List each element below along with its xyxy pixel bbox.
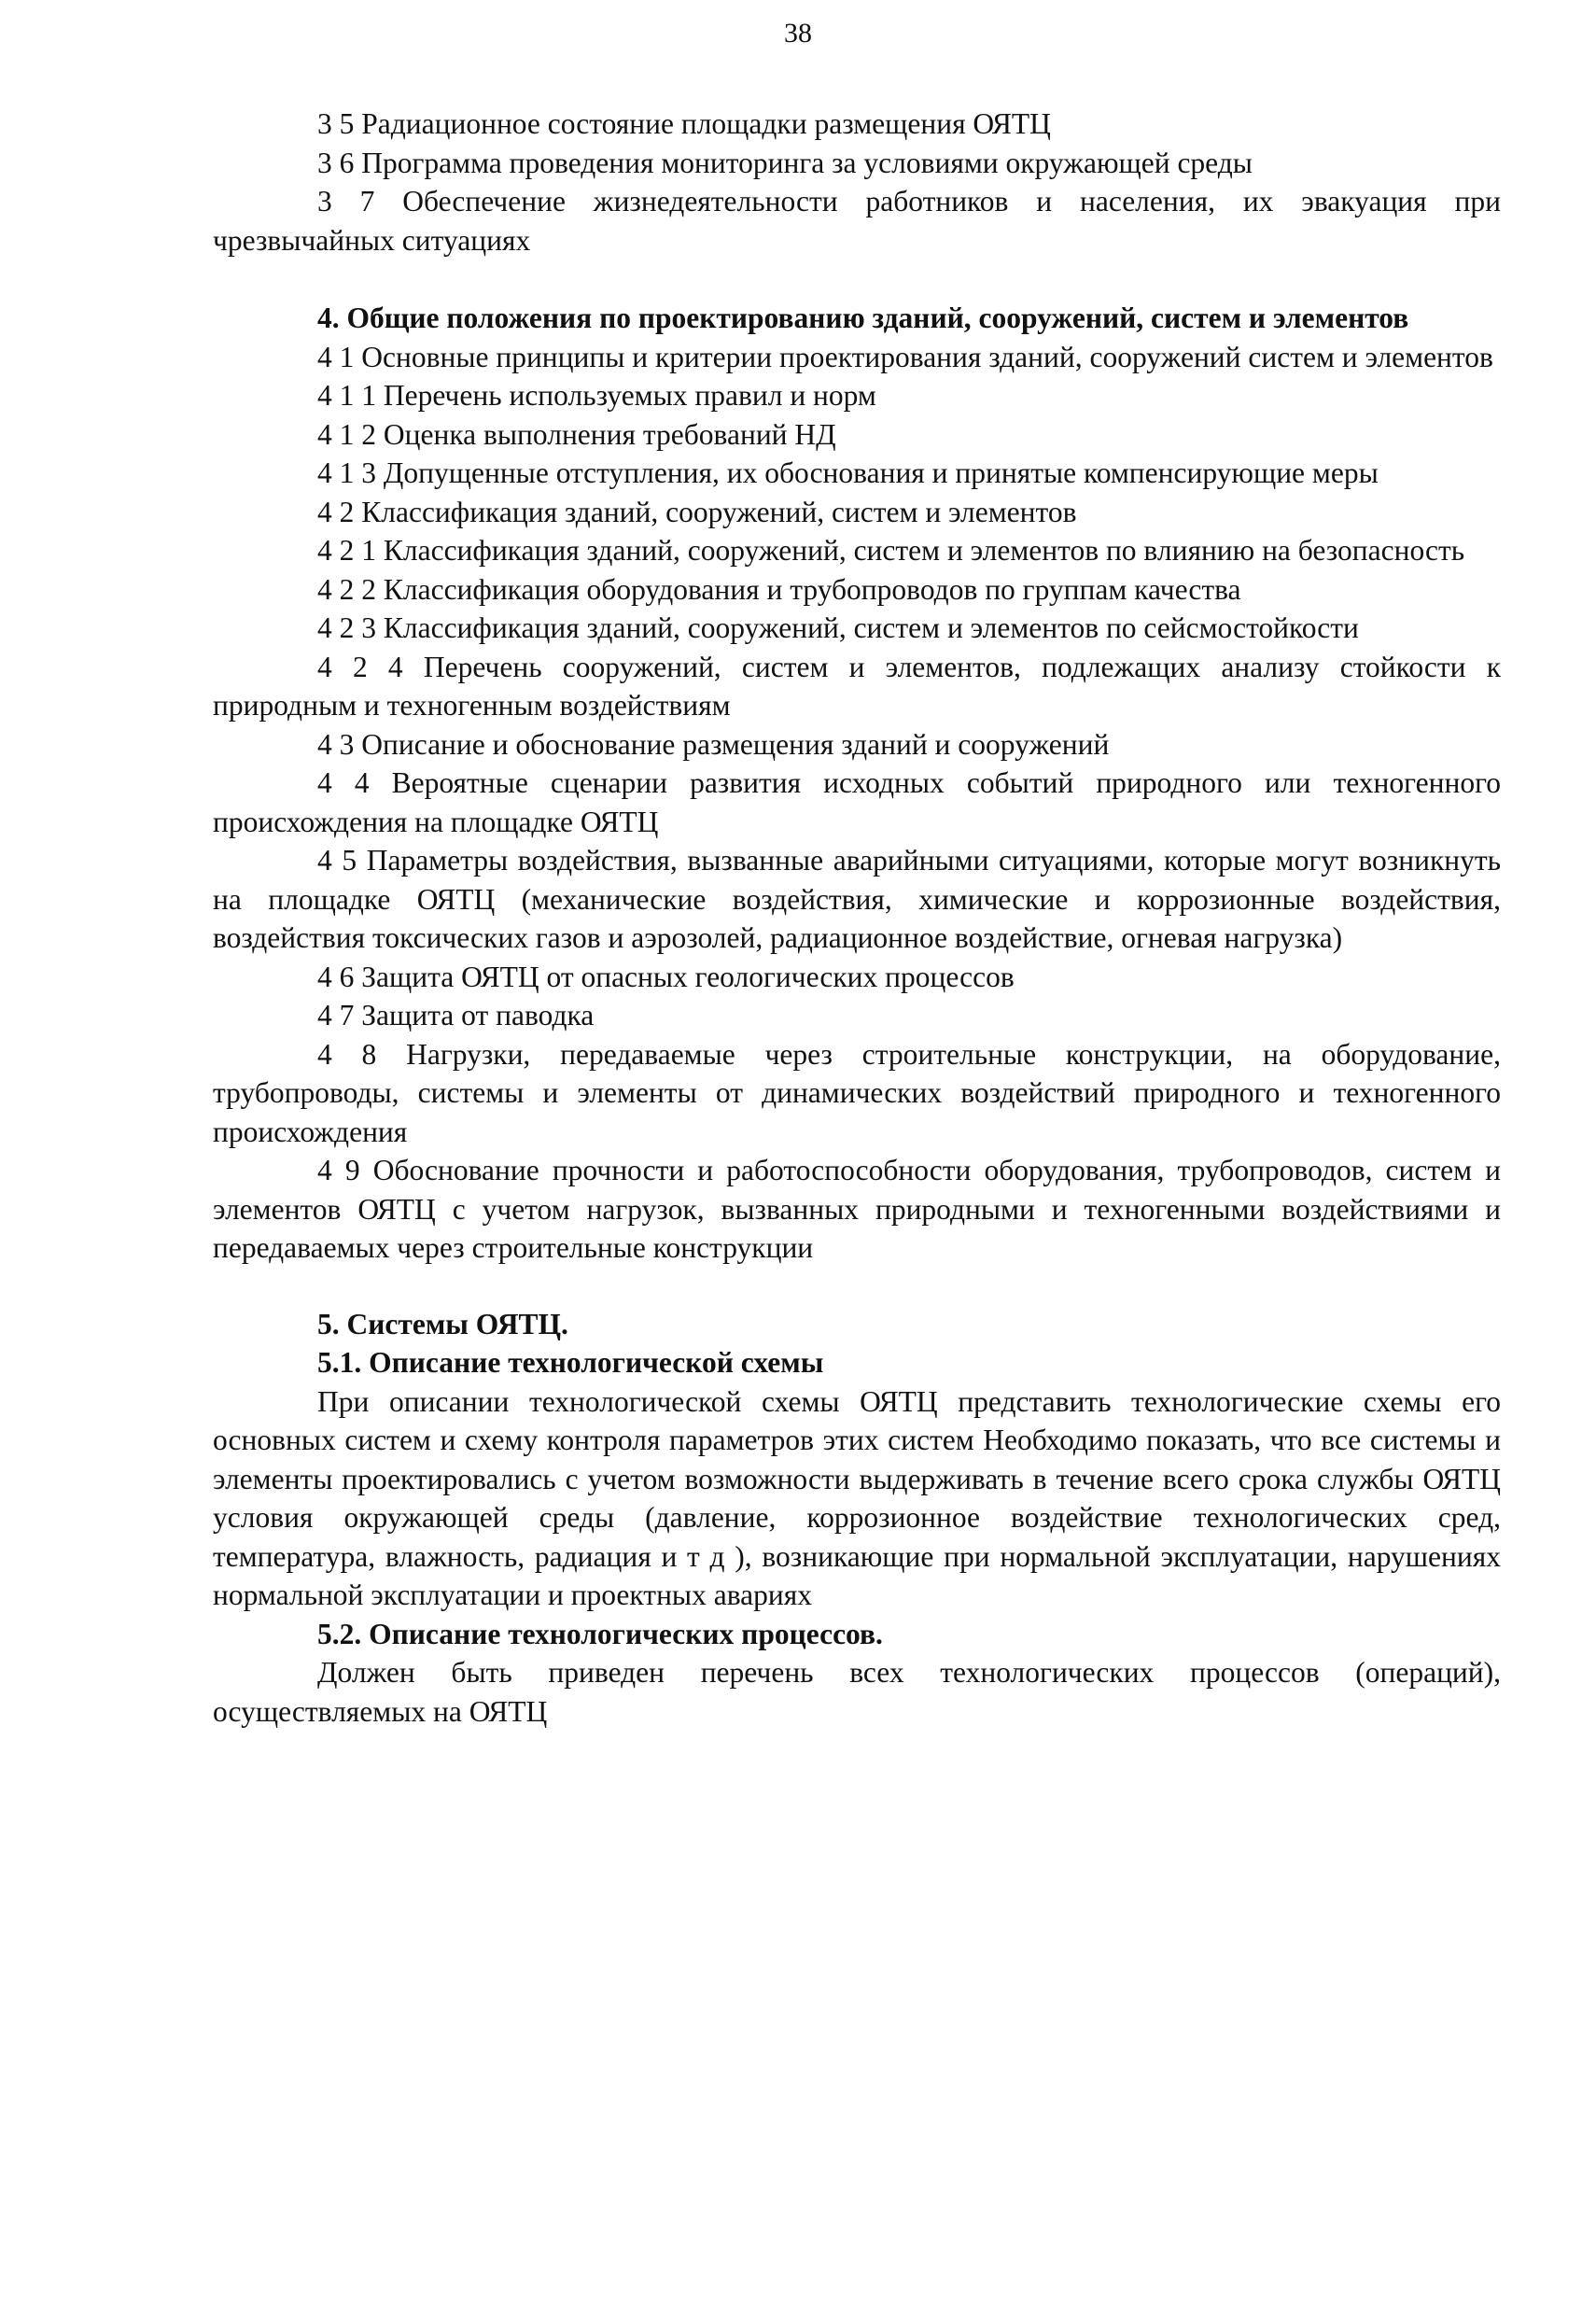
item-4-9: 4 9 Обоснование прочности и работоспособности оборудования, трубопроводов, систем и элементов ОЯТЦ с учетом нагрузок, вызванных природными и техногенными воздействиями и передаваемых через строительные конструкции: [213, 1154, 1501, 1264]
item-4-6: 4 6 Защита ОЯТЦ от опасных геологических процессов: [317, 960, 1015, 993]
item-4-1-3: 4 1 3 Допущенные отступления, их обоснования и принятые компенсирующие меры: [317, 456, 1379, 489]
section-4-heading: 4. Общие положения по проектированию зданий, сооружений, систем и элементов: [317, 302, 1409, 334]
item-4-4: 4 4 Вероятные сценарии развития исходных событий природного или техногенного происхождения на площадке ОЯТЦ: [213, 766, 1501, 838]
spacer: [213, 260, 1501, 299]
item-4-2-2: 4 2 2 Классификация оборудования и трубопроводов по группам качества: [317, 572, 1241, 606]
section-5-1-heading: 5.1. Описание технологической схемы: [317, 1346, 824, 1379]
item-3-7: 3 7 Обеспечение жизнедеятельности работников и населения, их эвакуация при чрезвычайных ситуациях: [213, 185, 1501, 257]
item-4-2-4: 4 2 4 Перечень сооружений, систем и элементов, подлежащих анализу стойкости к природным и техногенным воздействиям: [213, 650, 1501, 722]
spacer: [213, 1268, 1501, 1305]
section-5-heading: 5. Системы ОЯТЦ.: [317, 1307, 568, 1340]
item-4-2-3: 4 2 3 Классификация зданий, сооружений, систем и элементов по сейсмостойкости: [317, 611, 1359, 644]
page-content: [213, 105, 1501, 1731]
section-5-2-heading: 5.2. Описание технологических процессов.: [317, 1617, 883, 1650]
item-4-1-2: 4 1 2 Оценка выполнения требований НД: [317, 417, 836, 451]
item-4-7: 4 7 Защита от паводка: [317, 999, 595, 1031]
item-4-3: 4 3 Описание и обоснование размещения зданий и сооружений: [317, 727, 1110, 761]
item-3-6: 3 6 Программа проведения мониторинга за условиями окружающей среды: [317, 146, 1253, 179]
item-4-2-1: 4 2 1 Классификация зданий, сооружений, систем и элементов по влиянию на безопасность: [317, 534, 1465, 567]
item-4-8: 4 8 Нагрузки, передаваемые через строительные конструкции, на оборудование, трубопроводы, системы и элементы от динамических воздействий природного и техногенного происхождения: [213, 1037, 1501, 1148]
page-number: 38: [784, 18, 812, 49]
section-5-2-paragraph: Должен быть приведен перечень всех технологических процессов (операций), осуществляемых на ОЯТЦ: [213, 1656, 1501, 1728]
item-4-2: 4 2 Классификация зданий, сооружений, систем и элементов: [317, 495, 1077, 528]
item-4-1-1: 4 1 1 Перечень используемых правил и норм: [317, 379, 876, 412]
item-3-5: 3 5 Радиационное состояние площадки размещения ОЯТЦ: [317, 107, 1051, 140]
section-5-1-paragraph: При описании технологической схемы ОЯТЦ представить технологические схемы его основных систем и схему контроля параметров этих систем Необходимо показать, что все системы и элементы проектировались с учетом возможности выдерживать в течение всего срока службы ОЯТЦ условия окружающей среды (давление, коррозионное воздействие технологических сред, температура, влажность, радиация и т д ), возникающие при нормальной эксплуатации, нарушениях нормальной эксплуатации и проектных авариях: [213, 1384, 1501, 1611]
item-4-1: 4 1 Основные принципы и критерии проектирования зданий, сооружений систем и элементов: [317, 340, 1493, 373]
item-4-5: 4 5 Параметры воздействия, вызванные аварийными ситуациями, которые могут возникнуть на площадке ОЯТЦ (механические воздействия, химические и коррозионные воздействия, воздействия токсических газов и аэрозолей, радиационное воздействие, огневая нагрузка): [213, 844, 1501, 954]
